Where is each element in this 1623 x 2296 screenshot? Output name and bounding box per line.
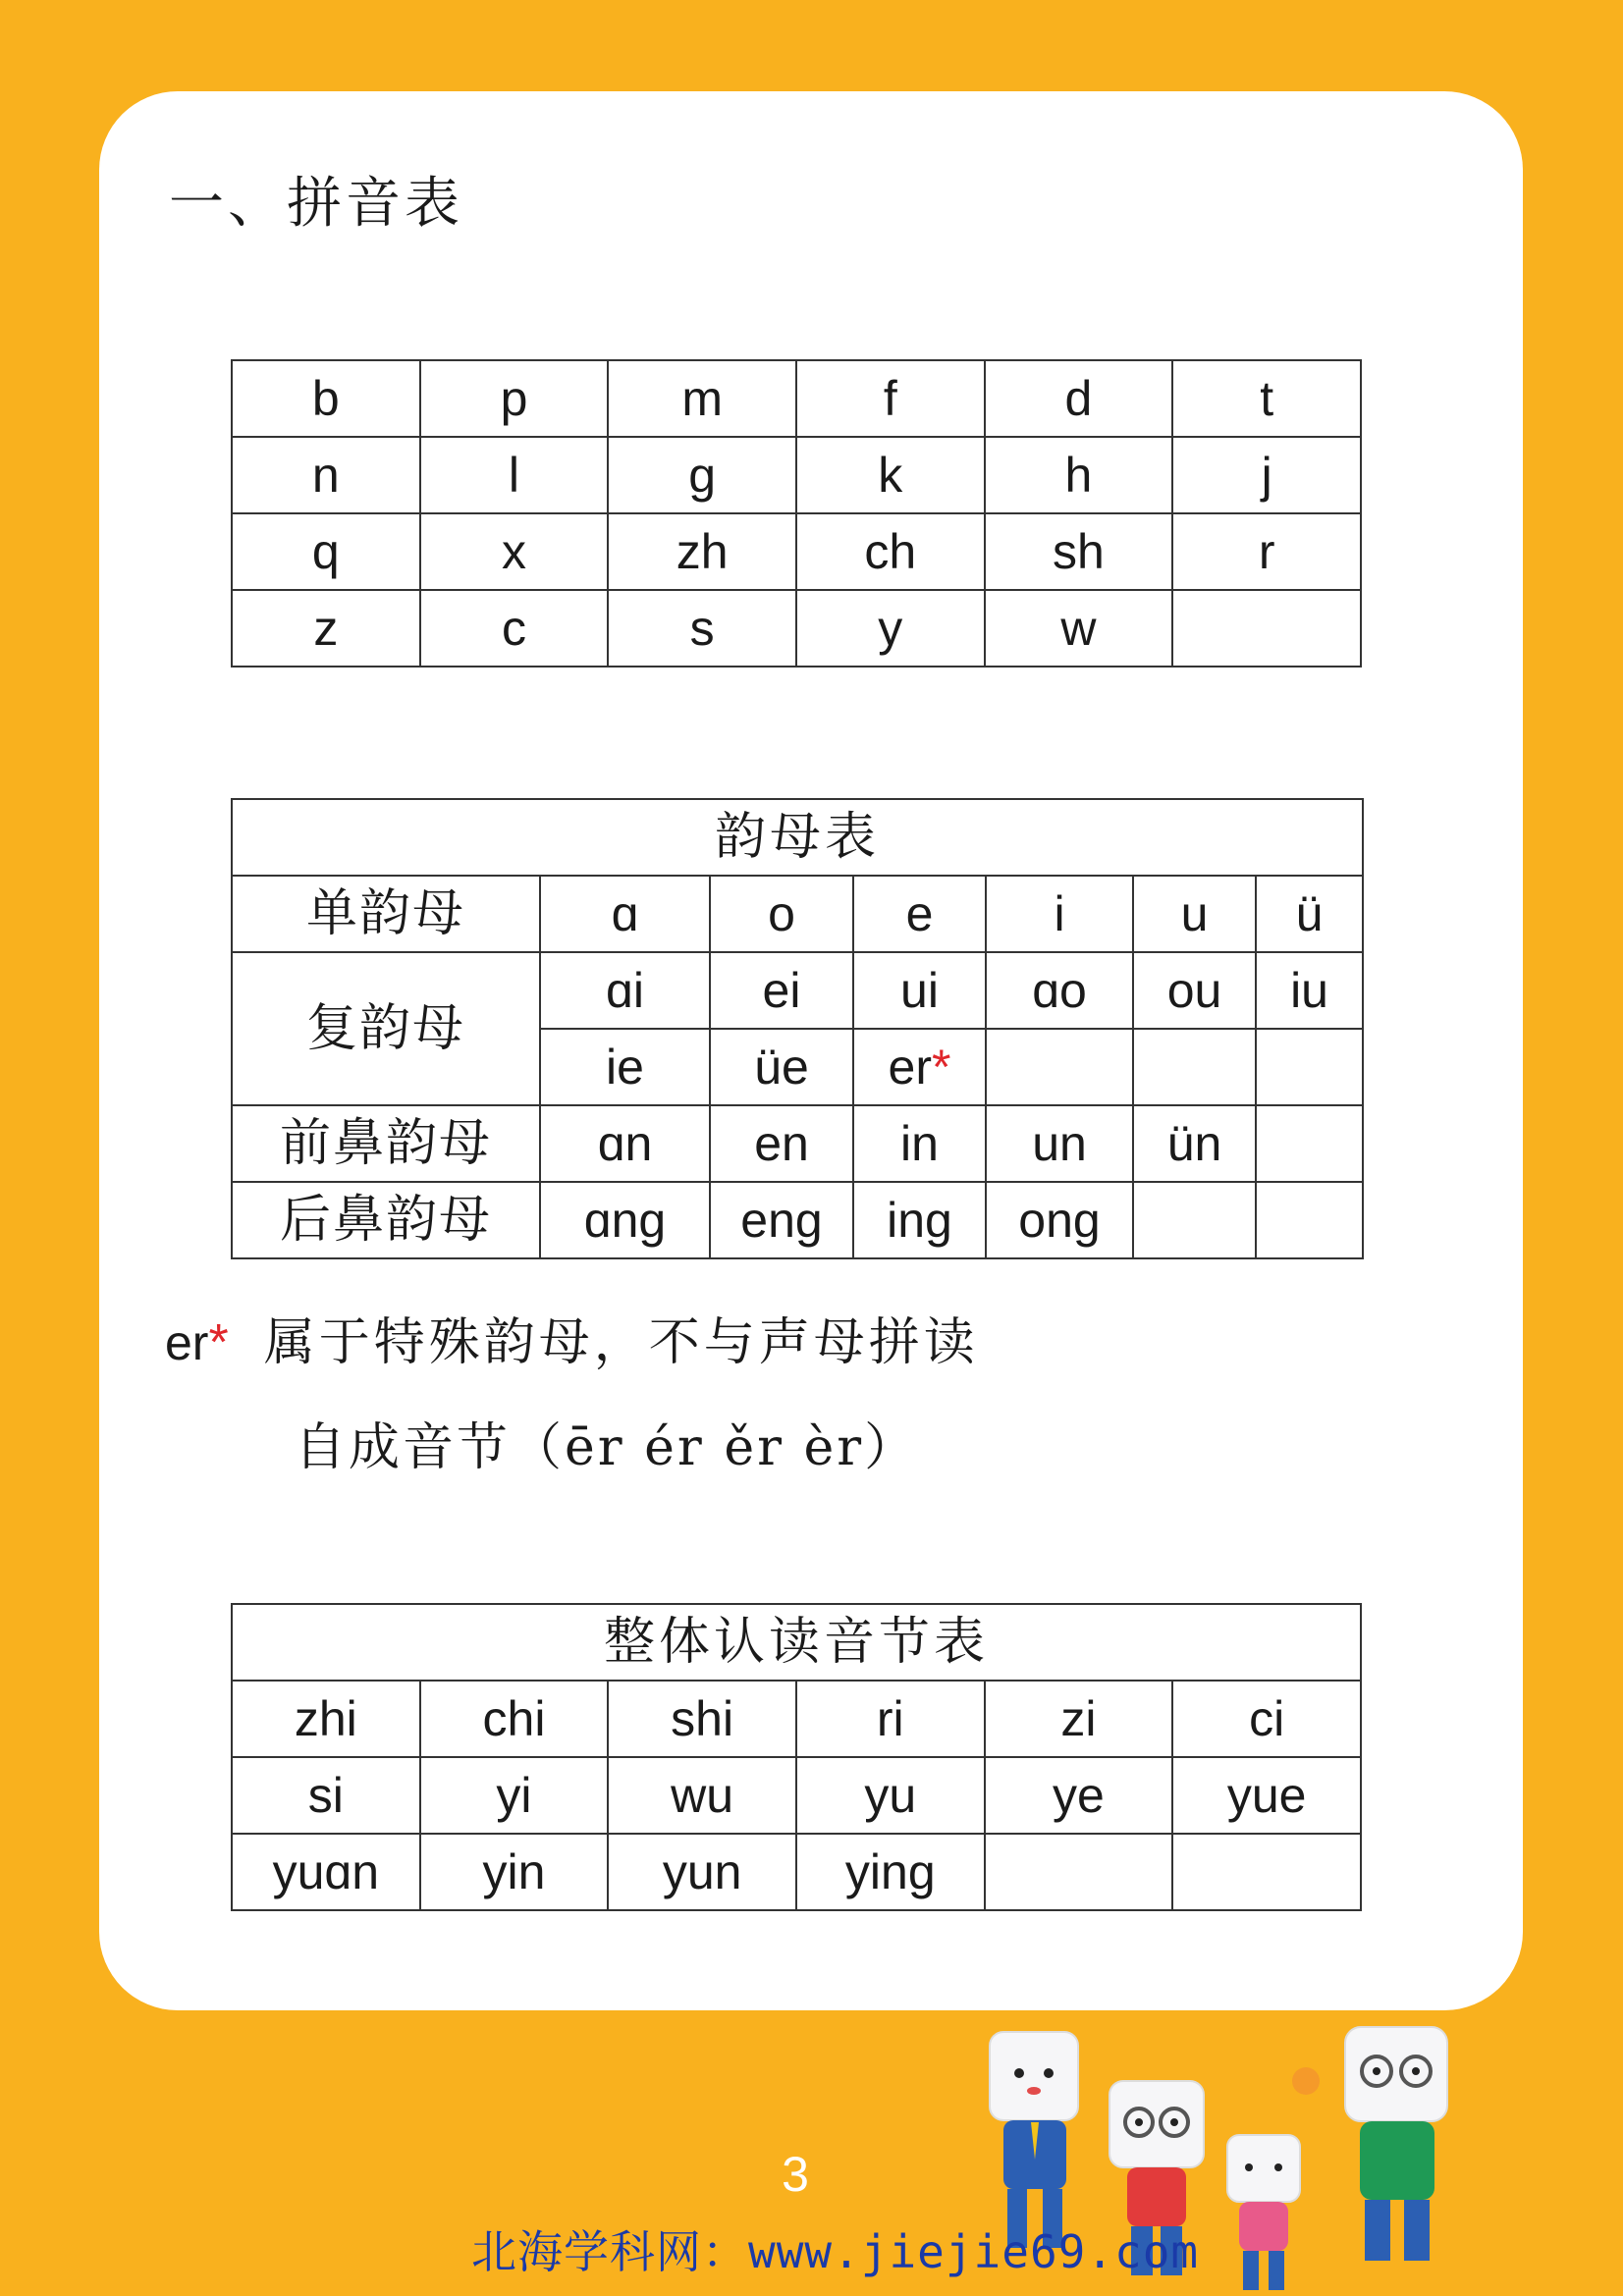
finals-table xyxy=(231,798,1364,1259)
table-cell: ei xyxy=(710,952,853,1029)
front-nasal-label: 前鼻韵母 xyxy=(232,1105,540,1182)
table-row xyxy=(232,1105,1363,1182)
table-cell: chi xyxy=(420,1681,609,1757)
compound-finals-label: 复韵母 xyxy=(232,952,540,1105)
back-nasal-label: 后鼻韵母 xyxy=(232,1182,540,1258)
note-line2: 自成音节（ēr ér ěr èr） xyxy=(295,1418,919,1477)
table-cell: yin xyxy=(420,1834,609,1910)
table-cell: u xyxy=(1133,876,1256,952)
table-cell: e xyxy=(853,876,986,952)
table-cell: ou xyxy=(1133,952,1256,1029)
table-row xyxy=(232,360,1361,437)
table-cell: zh xyxy=(608,513,796,590)
table-cell: sh xyxy=(985,513,1173,590)
table-cell: iu xyxy=(1256,952,1363,1029)
table-cell xyxy=(1172,1834,1361,1910)
table-cell xyxy=(1133,1029,1256,1105)
table-cell: si xyxy=(232,1757,420,1834)
table-row xyxy=(232,876,1363,952)
table-cell: r xyxy=(1172,513,1361,590)
table-cell: ri xyxy=(796,1681,985,1757)
table-cell: x xyxy=(420,513,609,590)
table-cell: z xyxy=(232,590,420,667)
table-cell: wu xyxy=(608,1757,796,1834)
table-cell: ü xyxy=(1256,876,1363,952)
table-cell: en xyxy=(710,1105,853,1182)
table-cell: n xyxy=(232,437,420,513)
whole-title: 整体认读音节表 xyxy=(232,1604,1361,1681)
table-cell: ün xyxy=(1133,1105,1256,1182)
table-cell: ing xyxy=(853,1182,986,1258)
finals-title: 韵母表 xyxy=(232,799,1363,876)
table-cell: w xyxy=(985,590,1173,667)
table-row xyxy=(232,1681,1361,1757)
mascot-small-pink xyxy=(1227,2135,1300,2290)
table-cell: un xyxy=(986,1105,1133,1182)
table-cell: ɑ xyxy=(540,876,710,952)
table-cell: ong xyxy=(986,1182,1133,1258)
table-cell: k xyxy=(796,437,985,513)
single-finals-label: 单韵母 xyxy=(232,876,540,952)
table-cell: yun xyxy=(608,1834,796,1910)
table-cell xyxy=(1172,590,1361,667)
table-cell: y xyxy=(796,590,985,667)
table-cell: shi xyxy=(608,1681,796,1757)
er-text: er xyxy=(888,1040,932,1095)
table-row xyxy=(232,437,1361,513)
table-cell: üe xyxy=(710,1029,853,1105)
footer-link[interactable]: 北海学科网：www.jiejie69.com xyxy=(471,2225,1200,2278)
mascot-green-glasses xyxy=(1292,2027,1447,2261)
table-cell: s xyxy=(608,590,796,667)
note-line1: 属于特殊韵母，不与声母拼读 xyxy=(263,1313,979,1372)
table-cell: j xyxy=(1172,437,1361,513)
table-cell: ye xyxy=(985,1757,1173,1834)
table-cell: d xyxy=(985,360,1173,437)
table-cell: ci xyxy=(1172,1681,1361,1757)
whole-syllables-table xyxy=(231,1603,1362,1911)
table-cell xyxy=(1133,1182,1256,1258)
table-row xyxy=(232,952,1363,1029)
table-cell: ɑn xyxy=(540,1105,710,1182)
table-cell: yi xyxy=(420,1757,609,1834)
table-cell xyxy=(986,1029,1133,1105)
page-number: 3 xyxy=(782,2147,809,2202)
table-cell: l xyxy=(420,437,609,513)
mascot-blue-suit xyxy=(990,2032,1078,2248)
table-cell-er xyxy=(853,1029,986,1105)
table-cell: c xyxy=(420,590,609,667)
note-star: * xyxy=(208,1314,229,1371)
table-cell: in xyxy=(853,1105,986,1182)
table-cell: p xyxy=(420,360,609,437)
table-cell: ch xyxy=(796,513,985,590)
table-cell: zi xyxy=(985,1681,1173,1757)
table-cell: q xyxy=(232,513,420,590)
table-cell: ɑng xyxy=(540,1182,710,1258)
table-row xyxy=(232,590,1361,667)
table-cell: t xyxy=(1172,360,1361,437)
table-row xyxy=(232,1757,1361,1834)
table-cell: ying xyxy=(796,1834,985,1910)
table-cell xyxy=(1256,1029,1363,1105)
table-cell: o xyxy=(710,876,853,952)
table-cell: f xyxy=(796,360,985,437)
table-row xyxy=(232,1834,1361,1910)
table-cell: yue xyxy=(1172,1757,1361,1834)
table-cell: ie xyxy=(540,1029,710,1105)
table-cell: zhi xyxy=(232,1681,420,1757)
table-cell xyxy=(1256,1105,1363,1182)
special-star: * xyxy=(932,1040,951,1095)
table-cell xyxy=(1256,1182,1363,1258)
page-heading: 一、拼音表 xyxy=(169,172,463,236)
initials-table xyxy=(231,359,1362,667)
table-cell: yu xyxy=(796,1757,985,1834)
table-cell: eng xyxy=(710,1182,853,1258)
table-cell: ɑi xyxy=(540,952,710,1029)
table-cell xyxy=(985,1834,1173,1910)
er-note xyxy=(165,1313,979,1372)
table-cell: yuɑn xyxy=(232,1834,420,1910)
table-cell: i xyxy=(986,876,1133,952)
table-cell: ɑo xyxy=(986,952,1133,1029)
table-row xyxy=(232,1182,1363,1258)
table-cell: ui xyxy=(853,952,986,1029)
table-cell: g xyxy=(608,437,796,513)
table-cell: h xyxy=(985,437,1173,513)
table-cell: m xyxy=(608,360,796,437)
note-er: er xyxy=(165,1315,209,1370)
table-cell: b xyxy=(232,360,420,437)
table-row xyxy=(232,513,1361,590)
table-row xyxy=(232,799,1363,876)
table-row xyxy=(232,1604,1361,1681)
